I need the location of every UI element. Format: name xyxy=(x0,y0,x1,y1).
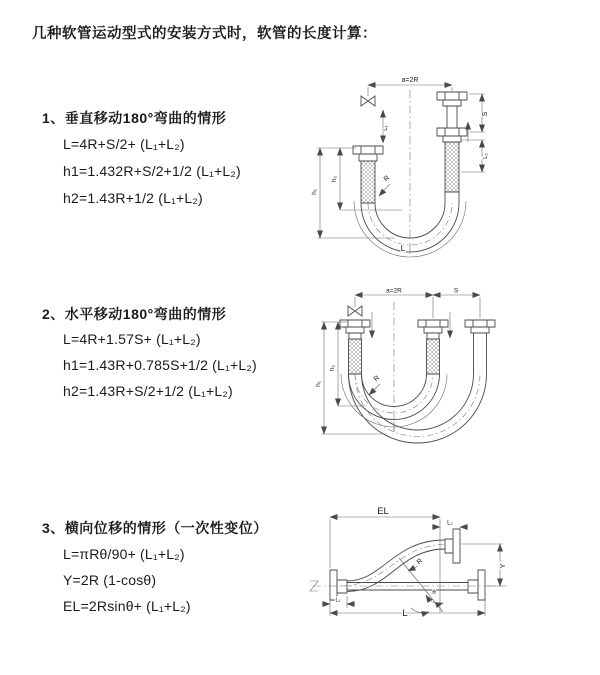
section-3-heading: 3、横向位移的情形（一次性变位） xyxy=(42,520,268,536)
radius-label: R xyxy=(372,374,382,384)
valve-icon xyxy=(361,96,375,106)
radius-callout xyxy=(369,375,381,395)
movement-arrows xyxy=(372,312,450,338)
radius-angle-construction xyxy=(399,558,443,613)
dim-h1-h2 xyxy=(311,148,402,238)
s-curve-hose-displaced xyxy=(340,540,445,592)
dim-label-l1: L₁ xyxy=(335,597,341,604)
right-middle-flange xyxy=(468,570,485,600)
dim-l2 xyxy=(461,140,489,172)
length-label: L xyxy=(400,243,406,253)
dim-a2r xyxy=(355,288,480,319)
dim-label-a2r: a=2R xyxy=(401,77,419,84)
dim-label-l2: L₂ xyxy=(447,520,453,527)
section-1-formula-l: L=4R+S/2+ (L₁+L₂) xyxy=(63,136,185,152)
section-1-formula-h1: h1=1.432R+S/2+1/2 (L₁+L₂) xyxy=(63,163,241,179)
radius-label: R xyxy=(415,557,425,567)
dim-el xyxy=(330,506,440,613)
diagram-lateral-displacement xyxy=(295,500,565,635)
length-label: L xyxy=(402,608,408,619)
diagram-vertical-180-bend xyxy=(300,70,500,260)
section-2-formula-l: L=4R+1.57S+ (L₁+L₂) xyxy=(63,331,201,347)
section-2-formula-h2: h2=1.43R+S/2+1/2 (L₁+L₂) xyxy=(63,383,233,399)
valve-icon xyxy=(348,306,362,316)
dim-label-s: S xyxy=(453,287,459,295)
section-1-heading: 1、垂直移动180°弯曲的情形 xyxy=(42,110,227,126)
right-pipe-fitting xyxy=(437,92,468,203)
dim-label-l2: L₂ xyxy=(483,153,489,159)
section-2-formula-h1: h1=1.43R+0.785S+1/2 (L₁+L₂) xyxy=(63,357,257,373)
pipe-fitting-1 xyxy=(340,320,370,374)
dim-label-h2: h₂ xyxy=(329,364,336,372)
top-right-flange xyxy=(445,529,460,563)
section-3-formula-el: EL=2Rsinθ+ (L₁+L₂) xyxy=(63,598,191,614)
dim-l xyxy=(330,597,485,619)
radius-label: R xyxy=(382,174,392,184)
dim-l1 xyxy=(383,110,389,143)
dim-label-s: S xyxy=(482,111,489,117)
radius-callout xyxy=(379,175,391,196)
hose-u-bend-position-2 xyxy=(349,374,487,443)
dim-label-h1: h₁ xyxy=(311,189,318,195)
dim-l2 xyxy=(432,521,468,539)
dim-label-h1: h₁ xyxy=(315,381,322,387)
dim-label-el: EL xyxy=(377,506,389,517)
dim-label-y: Y xyxy=(498,563,507,569)
dim-l1 xyxy=(322,596,355,608)
section-2-heading: 2、水平移动180°弯曲的情形 xyxy=(42,306,227,322)
left-flange xyxy=(330,570,347,600)
dim-label-h2: h₂ xyxy=(331,175,338,183)
section-1-formula-h2: h2=1.43R+1/2 (L₁+L₂) xyxy=(63,190,203,206)
angle-label: θ xyxy=(432,589,436,596)
dim-label-a2r: a=2R xyxy=(386,287,402,295)
dim-label-l1: L₁ xyxy=(383,125,389,131)
pipe-fitting-3 xyxy=(465,320,495,374)
dim-s xyxy=(469,94,489,132)
diagram-horizontal-180-bend xyxy=(310,282,510,462)
section-3-formula-y: Y=2R (1-cosθ) xyxy=(63,572,157,588)
left-pipe-fitting xyxy=(353,146,383,203)
pipe-fitting-2 xyxy=(418,320,448,374)
section-3-formula-l: L=πRθ/90+ (L₁+L₂) xyxy=(63,546,185,562)
page-title: 几种软管运动型式的安装方式时，软管的长度计算： xyxy=(32,26,377,42)
